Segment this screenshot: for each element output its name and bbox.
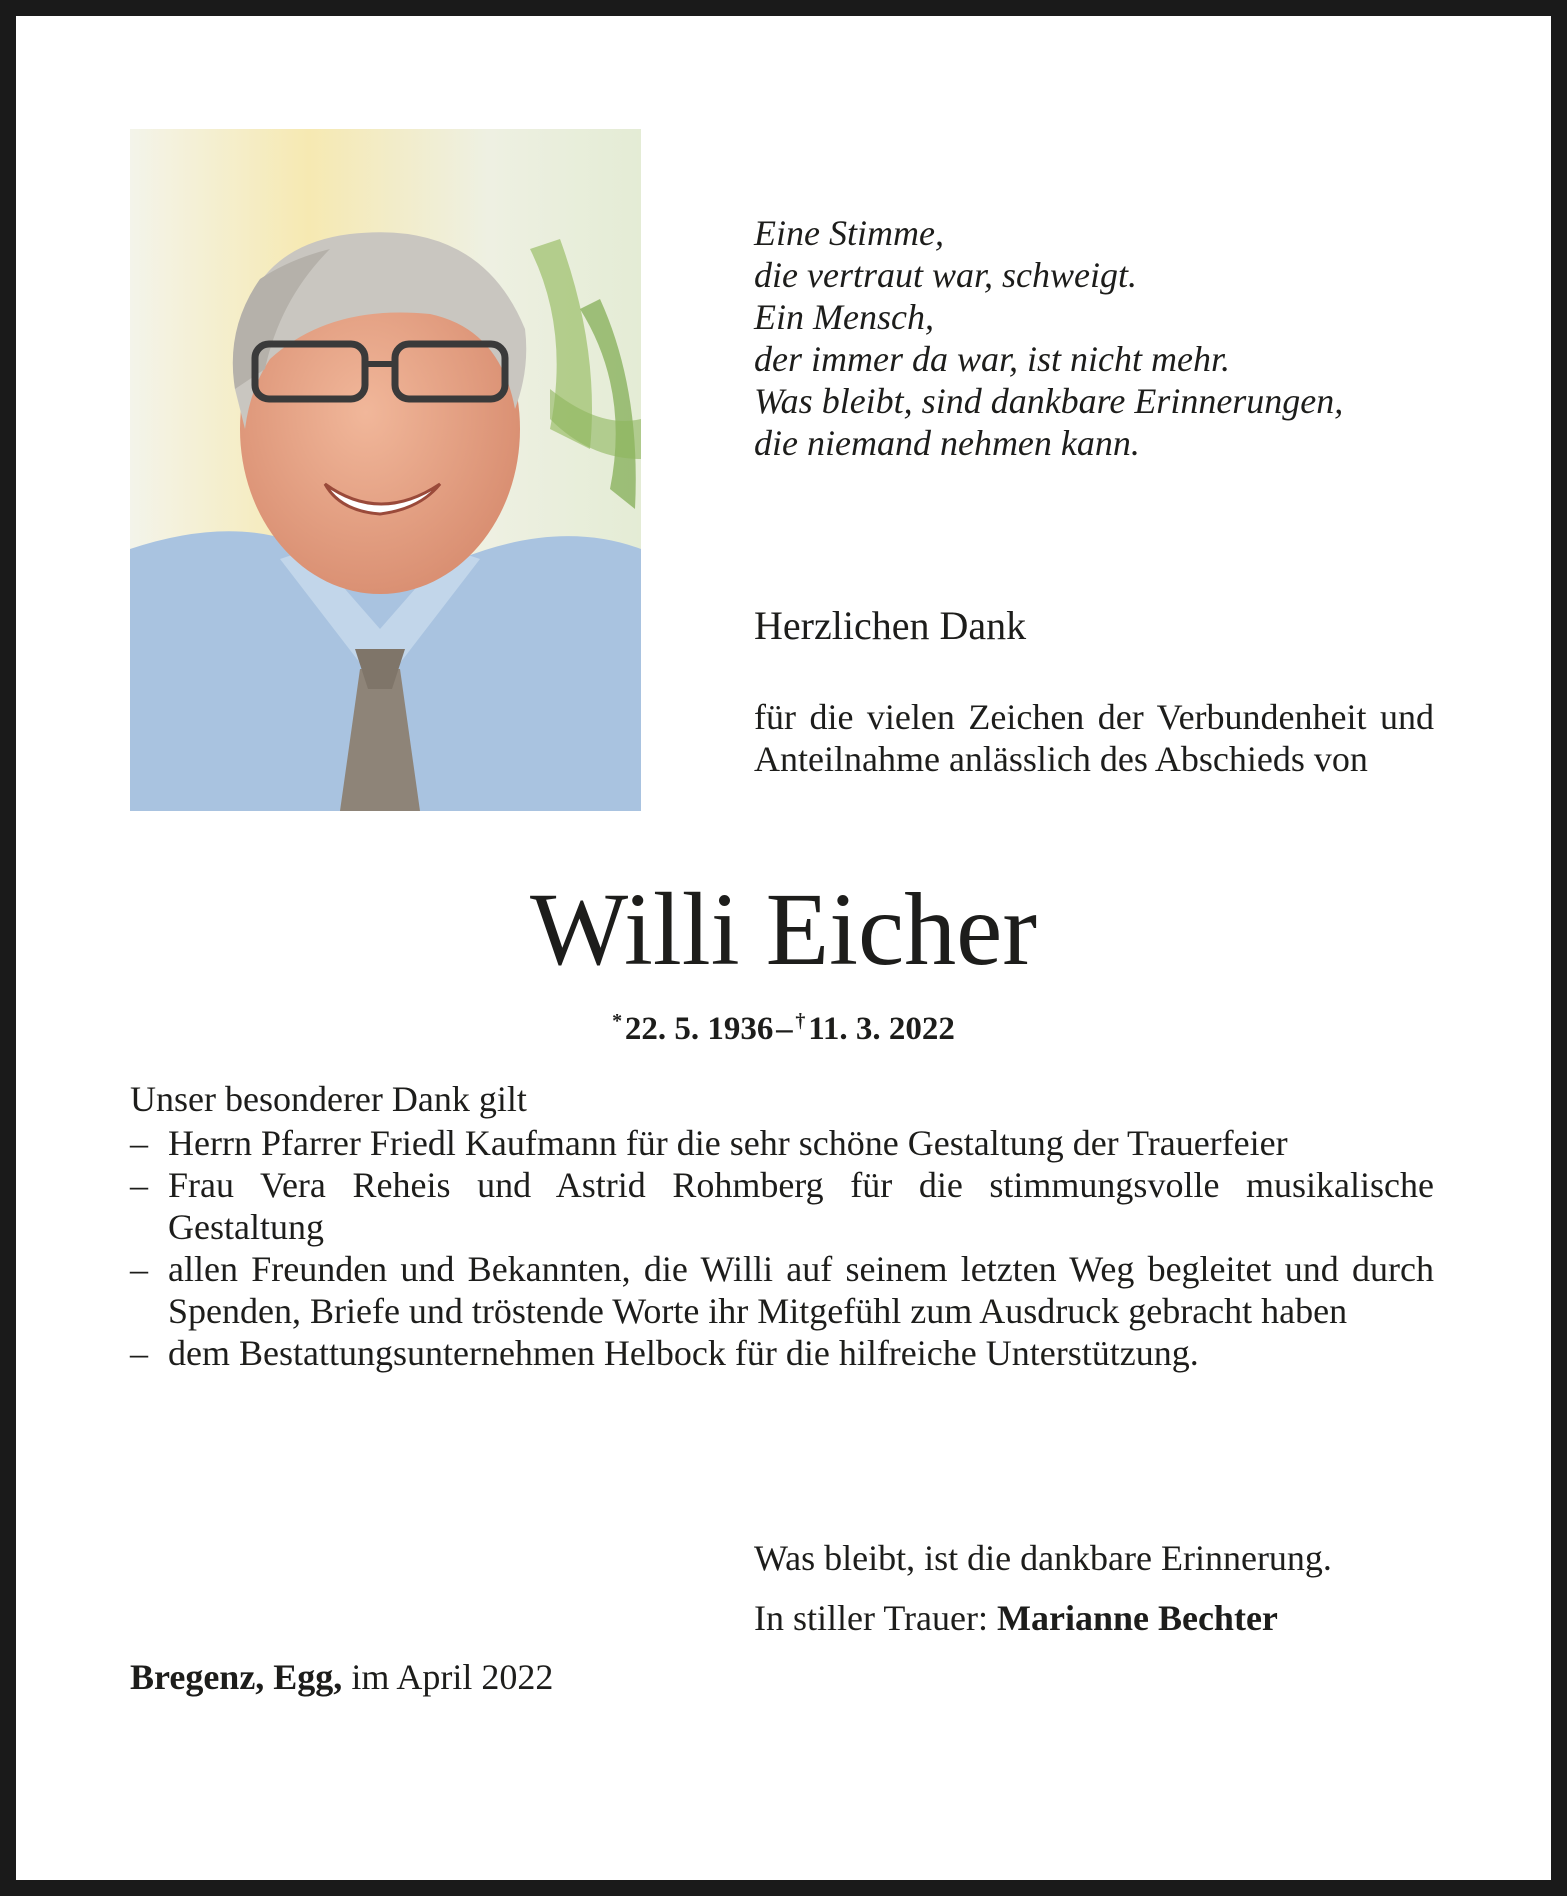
list-item [130, 1122, 1434, 1164]
acknowledgements-intro: Unser besonderer Dank gilt [130, 1079, 527, 1119]
mourner-name: Marianne Bechter [996, 1598, 1278, 1638]
list-bullet: – [130, 1165, 148, 1205]
place-location: Bregenz, Egg, [130, 1657, 343, 1697]
closing-block [754, 1528, 1454, 1648]
date-separator: – [776, 1011, 793, 1047]
birth-date: 22. 5. 1936 [624, 1011, 774, 1047]
place-date [130, 1656, 553, 1698]
portrait-photo-icon [130, 129, 641, 811]
poem-line: Eine Stimme, [754, 213, 944, 253]
list-item-text: allen Freunden und Bekannten, die Willi auf seinem letzten Weg begleitet und durch Spenden, Briefe und tröstende Worte ihr Mitgefühl zum Ausdruck gebracht haben [168, 1249, 1434, 1331]
death-mark: † [795, 1010, 806, 1032]
mourning-line [754, 1588, 1454, 1648]
obituary-page [16, 16, 1551, 1880]
poem-line: die niemand nehmen kann. [754, 423, 1140, 463]
list-bullet: – [130, 1123, 148, 1163]
acknowledgements-list [130, 1122, 1434, 1374]
deceased-name: Willi Eicher [530, 872, 1037, 987]
list-item [130, 1248, 1434, 1332]
birth-mark: * [612, 1010, 623, 1032]
list-item-text: Herrn Pfarrer Friedl Kaufmann für die sehr schöne Gestaltung der Trauerfeier [168, 1123, 1288, 1163]
memorial-poem [754, 212, 1454, 464]
poem-line: die vertraut war, schweigt. [754, 255, 1137, 295]
closing-line: Was bleibt, ist die dankbare Erinnerung. [754, 1538, 1332, 1578]
list-item-text: dem Bestattungsunternehmen Helbock für die hilfreiche Unterstützung. [168, 1333, 1199, 1373]
portrait-photo [130, 129, 641, 811]
poem-line: der immer da war, ist nicht mehr. [754, 339, 1230, 379]
death-date: 11. 3. 2022 [808, 1011, 955, 1047]
thanks-intro: für die vielen Zeichen der Verbundenheit und Anteilnahme anlässlich des Abschieds von [754, 697, 1434, 779]
list-item-text: Frau Vera Reheis und Astrid Rohmberg für die stimmungsvolle musikalische Gestaltung [168, 1165, 1434, 1247]
life-dates [16, 1001, 1551, 1049]
list-bullet: – [130, 1249, 148, 1289]
thanks-title: Herzlichen Dank [754, 603, 1027, 648]
list-item [130, 1332, 1434, 1374]
place-date-text: im April 2022 [351, 1657, 554, 1697]
list-bullet: – [130, 1333, 148, 1373]
list-item [130, 1164, 1434, 1248]
poem-line: Ein Mensch, [754, 297, 934, 337]
mourning-label: In stiller Trauer: [754, 1598, 988, 1638]
poem-line: Was bleibt, sind dankbare Erinnerungen, [754, 381, 1344, 421]
